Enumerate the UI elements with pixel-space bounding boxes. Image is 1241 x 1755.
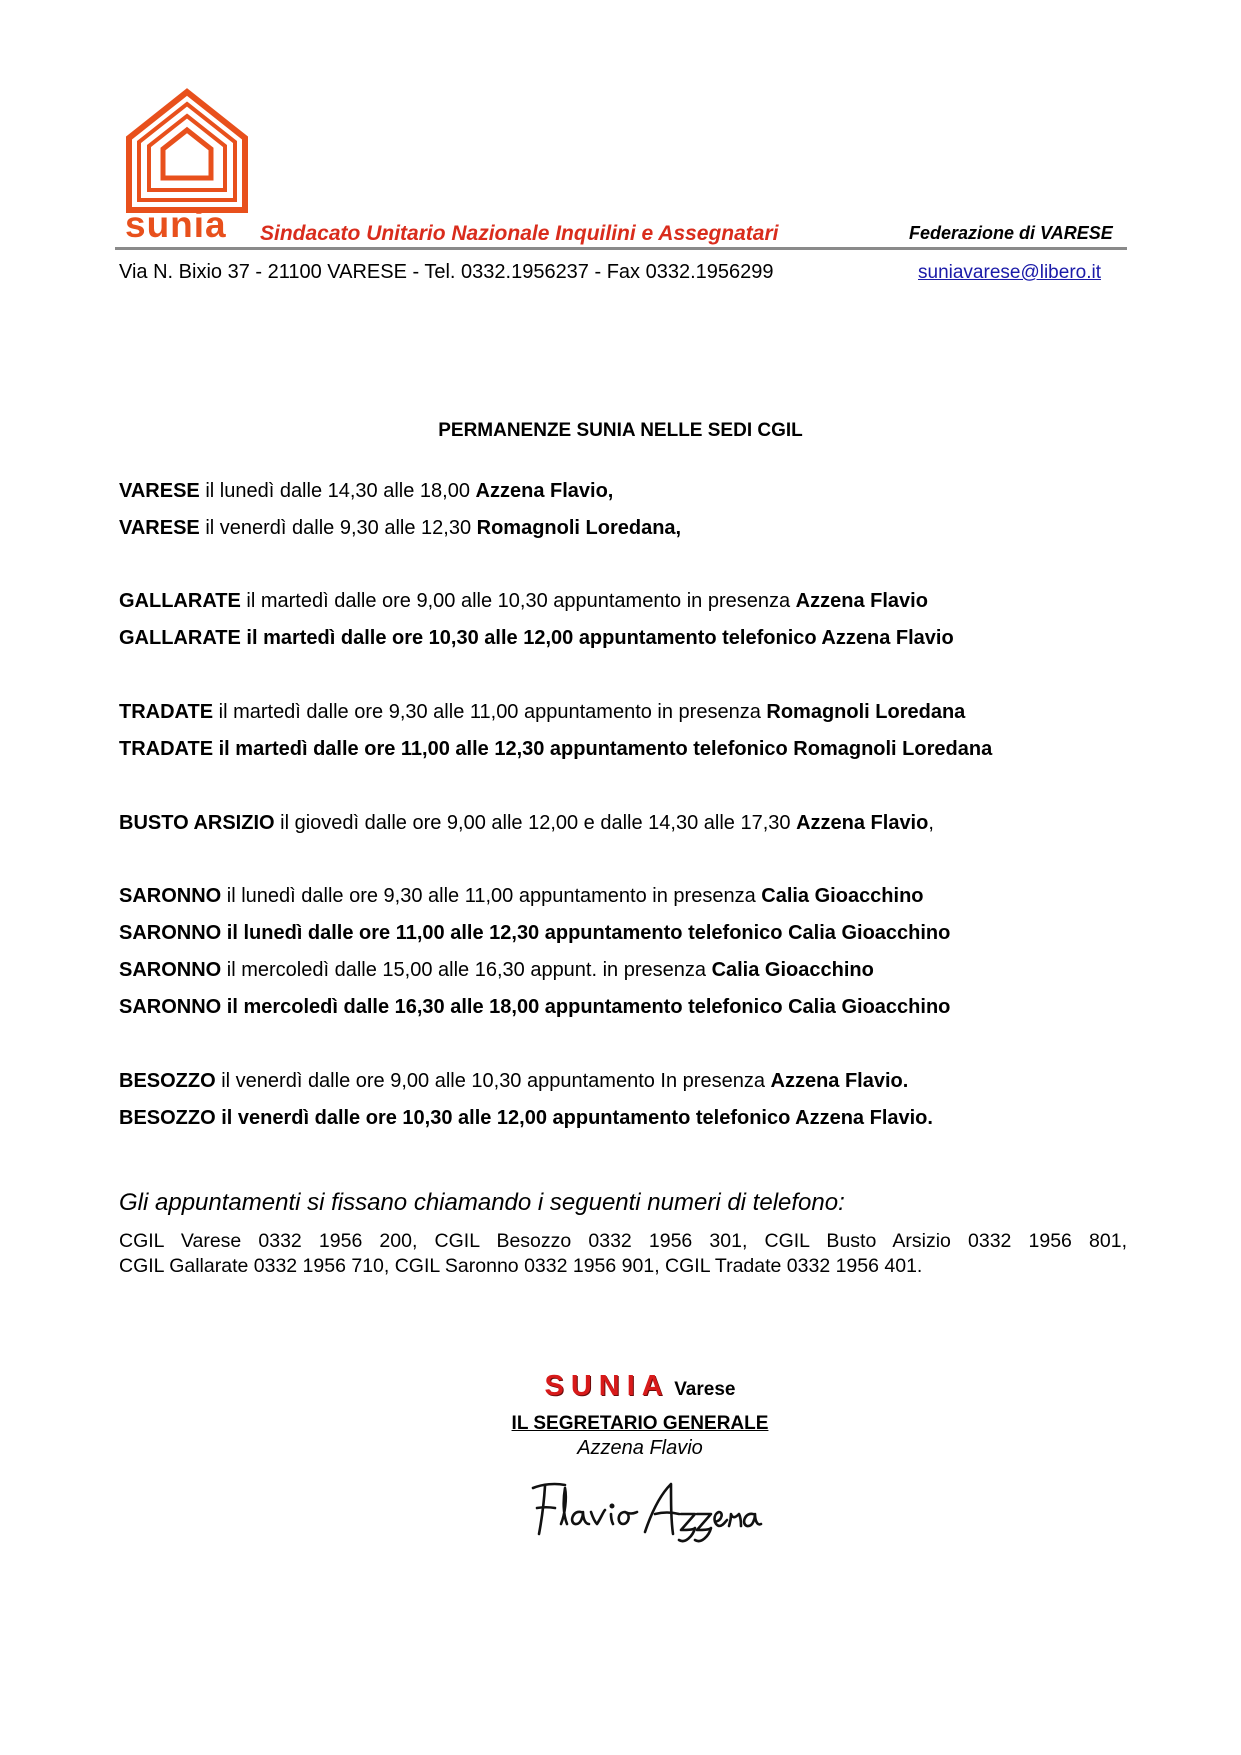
schedule-text: il lunedì dalle ore 11,00 alle 12,30 appuntamento telefonico <box>221 922 789 944</box>
sunia-house-logo <box>125 88 249 214</box>
person: Calia Gioacchino <box>761 885 924 907</box>
phone-line: CGIL Gallarate 0332 1956 710, CGIL Saronno 0332 1956 901, CGIL Tradate 0332 1956 401. <box>119 1255 923 1277</box>
person: Azzena Flavio <box>795 590 928 612</box>
header-divider <box>115 247 1127 250</box>
schedule-line <box>119 958 874 982</box>
city: SARONNO <box>119 885 222 907</box>
person: Romagnoli Loredana <box>766 701 966 723</box>
schedule-text: il martedì dalle ore 11,00 alle 12,30 appuntamento telefonico <box>213 738 794 760</box>
signature-block <box>0 1370 1241 1460</box>
city: TRADATE <box>119 738 214 760</box>
schedule-line <box>119 1106 933 1130</box>
email-link[interactable]: suniavarese@libero.it <box>918 262 1101 283</box>
schedule-text: il mercoledì dalle 16,30 alle 18,00 appuntamento telefonico <box>221 996 789 1018</box>
federation-label: Federazione di VARESE <box>909 223 1113 243</box>
city: VARESE <box>119 517 200 539</box>
schedule-line <box>119 700 965 724</box>
sunia-city: Varese <box>674 1379 736 1400</box>
city: GALLARATE <box>119 590 241 612</box>
schedule-line <box>119 626 954 650</box>
city: TRADATE <box>119 701 214 723</box>
document-title: PERMANENZE SUNIA NELLE SEDI CGIL <box>438 420 803 441</box>
city: SARONNO <box>119 996 222 1018</box>
phone-line: CGIL Varese 0332 1956 200, CGIL Besozzo 0332 1956 301, CGIL Busto Arsizio 0332 1956 801, <box>119 1230 1127 1252</box>
person: Azzena Flavio, <box>475 480 614 502</box>
person: Azzena Flavio <box>821 627 954 649</box>
schedule-text: il mercoledì dalle 15,00 alle 16,30 appunt. in presenza <box>221 959 712 981</box>
city: VARESE <box>119 480 200 502</box>
city: BESOZZO <box>119 1070 216 1092</box>
logo-text: sunia <box>125 204 227 245</box>
appointments-note: Gli appuntamenti si fissano chiamando i seguenti numeri di telefono: <box>119 1189 845 1216</box>
schedule-line <box>119 811 934 835</box>
phone-list <box>119 1229 1127 1279</box>
city: BUSTO ARSIZIO <box>119 812 275 834</box>
schedule-text: il giovedì dalle ore 9,00 alle 12,00 e dalle 14,30 alle 17,30 <box>274 812 797 834</box>
schedule-line <box>119 516 681 540</box>
schedule-text: il martedì dalle ore 10,30 alle 12,00 appuntamento telefonico <box>240 627 822 649</box>
person: Calia Gioacchino <box>788 922 951 944</box>
schedule-text: il venerdì dalle 9,30 alle 12,30 <box>199 517 477 539</box>
schedule-text: il lunedì dalle 14,30 alle 18,00 <box>199 480 476 502</box>
schedule-text: il venerdì dalle ore 9,00 alle 10,30 appuntamento In presenza <box>215 1070 771 1092</box>
schedule-text: il martedì dalle ore 9,30 alle 11,00 appuntamento in presenza <box>213 701 767 723</box>
sunia-wordmark: SUNIA <box>544 1370 670 1402</box>
schedule-line <box>119 589 928 613</box>
schedule-text: il lunedì dalle ore 9,30 alle 11,00 appuntamento in presenza <box>221 885 762 907</box>
schedule-text: il martedì dalle ore 9,00 alle 10,30 appuntamento in presenza <box>240 590 796 612</box>
city: SARONNO <box>119 959 222 981</box>
schedule-line <box>119 995 950 1019</box>
schedule-line <box>119 884 924 908</box>
schedule-line <box>119 1069 908 1093</box>
schedule-line <box>119 921 950 945</box>
secretary-name: Azzena Flavio <box>577 1437 703 1459</box>
organization-name: Sindacato Unitario Nazionale Inquilini e Assegnatari <box>260 222 779 245</box>
person: Calia Gioacchino <box>788 996 951 1018</box>
handwritten-signature <box>525 1474 765 1546</box>
person: Romagnoli Loredana, <box>476 517 682 539</box>
person: Azzena Flavio. <box>795 1107 933 1129</box>
address-line: Via N. Bixio 37 - 21100 VARESE - Tel. 0332.1956237 - Fax 0332.1956299 <box>119 261 774 283</box>
secretary-title: IL SEGRETARIO GENERALE <box>511 1413 769 1434</box>
schedule-tail: , <box>928 812 934 834</box>
person: Romagnoli Loredana <box>793 738 993 760</box>
city: SARONNO <box>119 922 222 944</box>
person: Azzena Flavio <box>796 812 929 834</box>
person: Calia Gioacchino <box>711 959 874 981</box>
city: GALLARATE <box>119 627 241 649</box>
schedule-line <box>119 737 992 761</box>
schedule-line <box>119 479 613 503</box>
schedule-text: il venerdì dalle ore 10,30 alle 12,00 appuntamento telefonico <box>215 1107 796 1129</box>
person: Azzena Flavio. <box>770 1070 909 1092</box>
city: BESOZZO <box>119 1107 216 1129</box>
